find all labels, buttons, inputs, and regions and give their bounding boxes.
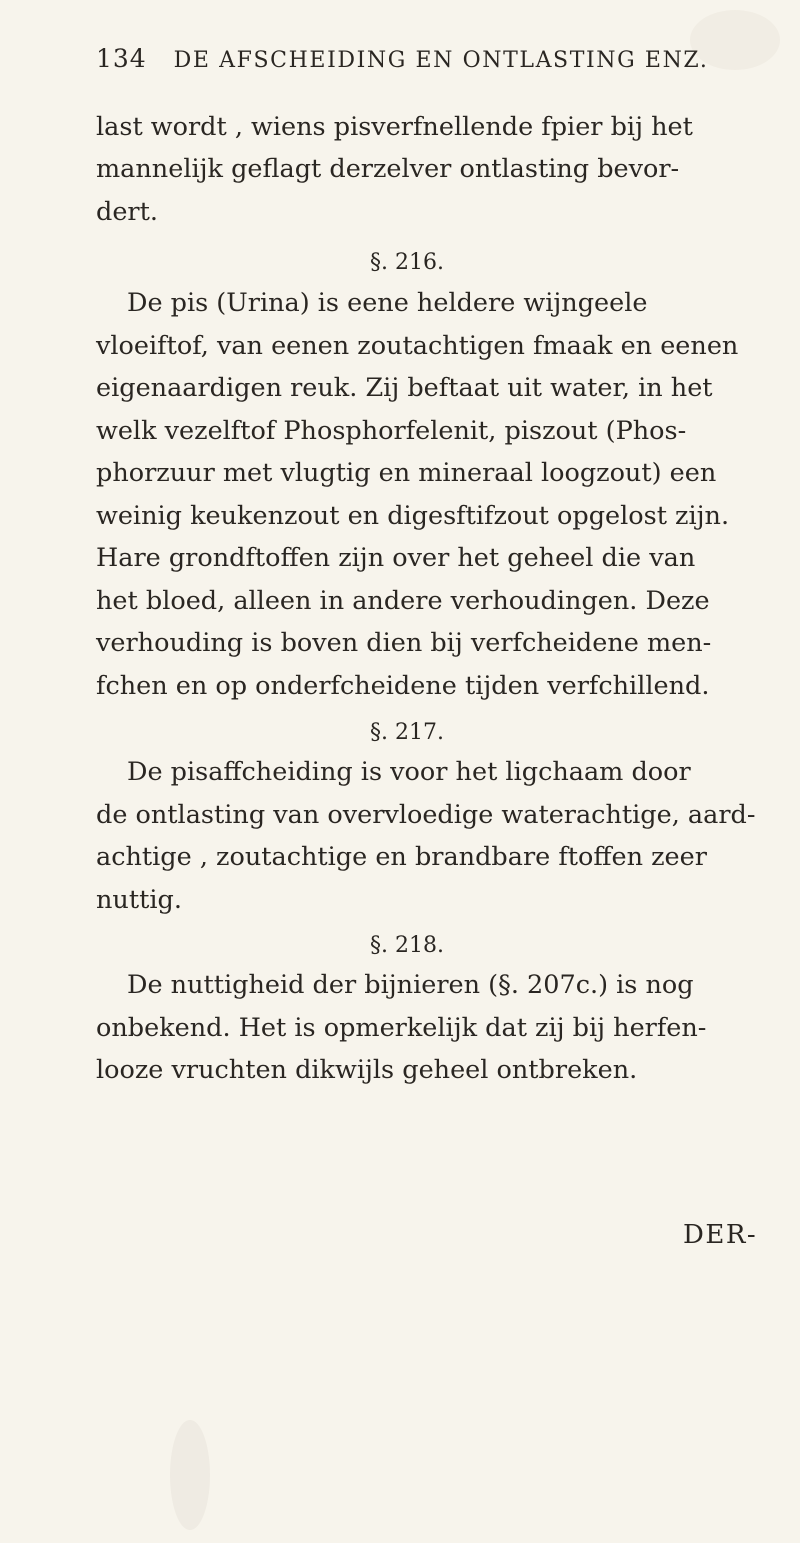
text-line: mannelijk geflagt derzelver ontlasting bevor- <box>96 154 680 184</box>
text-line: verhouding is boven dien bij verfcheidene men- <box>96 628 712 658</box>
text-line: achtige , zoutachtige en brandbare ftoffen zeer <box>96 842 707 872</box>
page-header <box>96 44 736 73</box>
running-title: DE AFSCHEIDING EN ONTLASTING ENZ. <box>173 48 709 73</box>
text-line: De pis (Urina) is eene heldere wijngeele <box>127 288 648 318</box>
text-line: het bloed, alleen in andere verhoudingen. Deze <box>96 586 710 616</box>
text-line: last wordt , wiens pisverfnellende fpier bij het <box>96 112 693 142</box>
text-line: de ontlasting van overvloedige waterachtige, aard- <box>96 800 756 830</box>
text-line: vloeiftof, van eenen zoutachtigen fmaak en eenen <box>96 331 739 361</box>
text-line: Hare grondftoffen zijn over het geheel die van <box>96 543 696 573</box>
text-line: fchen en op onderfcheidene tijden verfchillend. <box>96 671 710 701</box>
text-line: onbekend. Het is opmerkelijk dat zij bij herfen- <box>96 1013 707 1043</box>
text-line: phorzuur met vlugtig en mineraal loogzout) een <box>96 458 717 488</box>
text-line: dert. <box>96 197 158 227</box>
page-number: 134 <box>96 44 147 73</box>
paper-stain <box>170 1420 210 1530</box>
text-line: eigenaardigen reuk. Zij beftaat uit water, in het <box>96 373 713 403</box>
text-line: nuttig. <box>96 885 182 915</box>
catchword: DER- <box>683 1220 758 1250</box>
text-line: looze vruchten dikwijls geheel ontbreken. <box>96 1055 638 1085</box>
section-number: §. 216. <box>370 250 444 275</box>
paper-stain <box>690 10 780 70</box>
section-number: §. 217. <box>370 720 444 745</box>
section-number: §. 218. <box>370 933 444 958</box>
text-line: weinig keukenzout en digesftifzout opgelost zijn. <box>96 501 730 531</box>
text-line: De pisaffcheiding is voor het ligchaam door <box>127 757 691 787</box>
text-line: De nuttigheid der bijnieren (§. 207c.) is nog <box>127 970 694 1000</box>
text-line: welk vezelftof Phosphorfelenit, piszout (Phos- <box>96 416 687 446</box>
